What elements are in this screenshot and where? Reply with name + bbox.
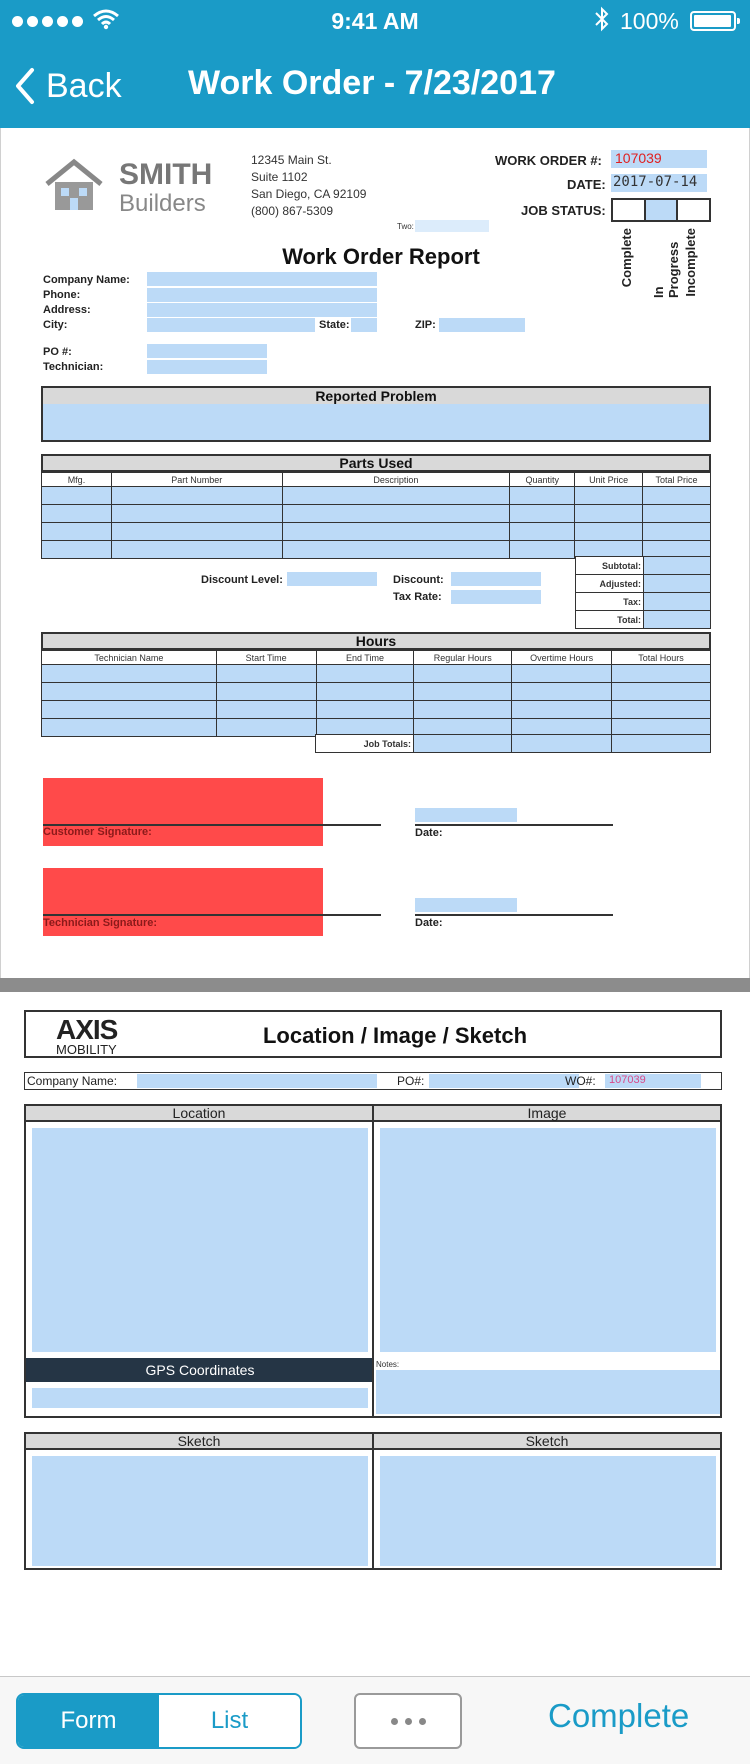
battery-icon — [690, 11, 736, 31]
job-totals-row — [315, 734, 711, 753]
page2-wo-label: WO#: — [565, 1074, 596, 1088]
job-totals-regular[interactable] — [414, 735, 512, 753]
job-totals-overtime[interactable] — [512, 735, 612, 753]
address-line: San Diego, CA 92109 — [251, 187, 367, 201]
technician-label: Technician: — [43, 361, 104, 373]
hours-col-regular: Regular Hours — [414, 651, 512, 665]
parts-used-header: Parts Used — [41, 454, 711, 472]
parts-col-mfg: Mfg. — [42, 473, 112, 487]
navigation-header — [0, 0, 750, 128]
job-totals-label: Job Totals: — [316, 735, 414, 753]
company-name-label: Company Name: — [43, 274, 130, 286]
totals-table — [575, 556, 711, 629]
page2-company-label: Company Name: — [27, 1074, 118, 1088]
subtotal-label: Subtotal: — [576, 557, 644, 575]
location-image-page — [0, 992, 750, 1676]
ellipsis-icon — [391, 1718, 398, 1725]
technician-signature-label: Technician Signature: — [43, 917, 158, 929]
job-status-label: JOB STATUS: — [521, 203, 606, 218]
sketch-field-2[interactable] — [380, 1456, 716, 1566]
date-label: DATE: — [567, 177, 606, 192]
status-option-in-progress: In Progress — [651, 241, 681, 298]
gps-coordinates-field[interactable] — [32, 1388, 368, 1408]
parts-col-description: Description — [282, 473, 510, 487]
date-field[interactable]: 2017-07-14 — [611, 174, 707, 192]
axis-logo-sub: MOBILITY — [56, 1042, 117, 1057]
ellipsis-icon — [419, 1718, 426, 1725]
tax-rate-label: Tax Rate: — [393, 591, 442, 603]
reported-problem-field[interactable] — [41, 404, 711, 442]
customer-date-line — [415, 824, 613, 826]
axis-logo: AXIS — [56, 1014, 118, 1045]
adjusted-label: Adjusted: — [576, 575, 644, 593]
page-title: Work Order - 7/23/2017 — [188, 64, 556, 102]
more-options-button[interactable] — [354, 1693, 462, 1749]
phone-field[interactable] — [147, 288, 377, 302]
page-separator — [0, 978, 750, 992]
customer-signature-label: Customer Signature: — [43, 826, 152, 838]
page2-company-field[interactable] — [137, 1074, 377, 1088]
hours-col-overtime: Overtime Hours — [512, 651, 612, 665]
parts-table — [41, 472, 711, 559]
hours-header: Hours — [41, 632, 711, 650]
location-panel — [24, 1122, 374, 1418]
discount-label: Discount: — [393, 574, 444, 586]
total-label: Total: — [576, 611, 644, 629]
state-label: State: — [319, 319, 350, 331]
discount-level-field[interactable] — [287, 572, 377, 586]
page2-wo-field[interactable]: 107039 — [605, 1074, 701, 1088]
company-logo-sub: Builders — [119, 190, 206, 217]
page2-po-field[interactable] — [429, 1074, 579, 1088]
work-order-number-field[interactable]: 107039 — [611, 150, 707, 168]
image-header: Image — [372, 1104, 722, 1122]
company-logo-name: SMITH — [119, 158, 213, 191]
view-mode-segmented-control — [16, 1693, 302, 1749]
hours-col-end: End Time — [316, 651, 414, 665]
technician-date-label: Date: — [415, 917, 443, 929]
parts-col-total-price: Total Price — [643, 473, 711, 487]
sketch-panel-2 — [372, 1450, 722, 1570]
po-label: PO #: — [43, 346, 72, 358]
image-field[interactable] — [380, 1128, 716, 1352]
job-status-checkboxes — [611, 198, 711, 222]
status-in-progress-checkbox[interactable] — [646, 200, 679, 220]
state-field[interactable] — [351, 318, 377, 332]
table-row[interactable] — [42, 683, 711, 701]
location-map-field[interactable] — [32, 1128, 368, 1352]
address-label: Address: — [43, 304, 91, 316]
job-totals-total[interactable] — [612, 735, 711, 753]
table-row[interactable] — [42, 665, 711, 683]
address-line: Suite 1102 — [251, 170, 308, 184]
status-option-incomplete: Incomplete — [683, 228, 698, 297]
total-field[interactable] — [644, 611, 711, 629]
sketch-panel-1 — [24, 1450, 374, 1570]
company-name-field[interactable] — [147, 272, 377, 286]
sketch-header-2: Sketch — [372, 1432, 722, 1450]
gps-coordinates-header: GPS Coordinates — [26, 1358, 374, 1382]
two-field[interactable] — [415, 220, 489, 232]
hours-header-row — [42, 651, 711, 665]
page2-title-bar — [24, 1010, 722, 1058]
image-panel — [372, 1122, 722, 1418]
hours-col-start: Start Time — [216, 651, 316, 665]
customer-date-field[interactable] — [415, 808, 517, 822]
technician-date-field[interactable] — [415, 898, 517, 912]
status-incomplete-checkbox[interactable] — [678, 200, 709, 220]
parts-col-unit-price: Unit Price — [575, 473, 643, 487]
address-line: 12345 Main St. — [251, 153, 332, 167]
status-bar — [0, 0, 750, 40]
notes-label: Notes: — [376, 1360, 400, 1369]
page2-title: Location / Image / Sketch — [262, 1023, 528, 1048]
discount-field[interactable] — [451, 572, 541, 586]
tax-field[interactable] — [644, 593, 711, 611]
page2-info-row — [24, 1072, 722, 1090]
complete-button[interactable]: Complete — [548, 1697, 690, 1734]
notes-field[interactable] — [376, 1370, 720, 1414]
parts-header-row — [42, 473, 711, 487]
phone-line: (800) 867-5309 — [251, 204, 334, 218]
work-order-number-label: WORK ORDER #: — [495, 153, 602, 168]
page2-po-label: PO#: — [397, 1074, 425, 1088]
hours-table — [41, 650, 711, 737]
hours-col-total: Total Hours — [612, 651, 711, 665]
two-label: Two: — [397, 222, 414, 231]
bottom-toolbar — [0, 1676, 750, 1764]
zip-field[interactable] — [439, 318, 525, 332]
city-field[interactable] — [147, 318, 315, 332]
city-label: City: — [43, 319, 68, 331]
chevron-left-icon — [14, 67, 36, 105]
form-tab[interactable]: Form — [18, 1695, 159, 1747]
hours-col-technician: Technician Name — [42, 651, 217, 665]
parts-col-part-number: Part Number — [111, 473, 282, 487]
technician-field[interactable] — [147, 360, 267, 374]
report-title: Work Order Report — [282, 244, 480, 269]
subtotal-field[interactable] — [644, 557, 711, 575]
ellipsis-icon — [405, 1718, 412, 1725]
status-time: 9:41 AM — [331, 8, 419, 34]
back-label: Back — [46, 66, 122, 105]
parts-col-quantity: Quantity — [510, 473, 575, 487]
document-viewer[interactable] — [0, 128, 750, 1676]
address-field[interactable] — [147, 303, 377, 317]
house-logo-icon — [43, 158, 105, 212]
phone-label: Phone: — [43, 289, 81, 301]
adjusted-field[interactable] — [644, 575, 711, 593]
list-tab[interactable]: List — [159, 1695, 300, 1747]
table-row[interactable] — [42, 487, 711, 505]
sketch-field-1[interactable] — [32, 1456, 368, 1566]
technician-date-line — [415, 914, 613, 916]
back-button[interactable] — [14, 62, 122, 110]
status-complete-checkbox[interactable] — [613, 200, 646, 220]
table-row[interactable] — [42, 505, 711, 523]
battery-percentage: 100% — [620, 8, 679, 34]
technician-signature-line — [43, 914, 381, 916]
status-option-complete: Complete — [619, 228, 634, 288]
location-header: Location — [24, 1104, 374, 1122]
discount-level-label: Discount Level: — [201, 574, 283, 586]
sketch-header-1: Sketch — [24, 1432, 374, 1450]
table-row[interactable] — [42, 701, 711, 719]
tax-label: Tax: — [576, 593, 644, 611]
table-row[interactable] — [42, 523, 711, 541]
company-address — [251, 152, 366, 220]
po-field[interactable] — [147, 344, 267, 358]
tax-rate-field[interactable] — [451, 590, 541, 604]
bluetooth-icon — [593, 6, 611, 32]
zip-label: ZIP: — [415, 319, 436, 331]
reported-problem-header: Reported Problem — [41, 386, 711, 406]
customer-date-label: Date: — [415, 827, 443, 839]
